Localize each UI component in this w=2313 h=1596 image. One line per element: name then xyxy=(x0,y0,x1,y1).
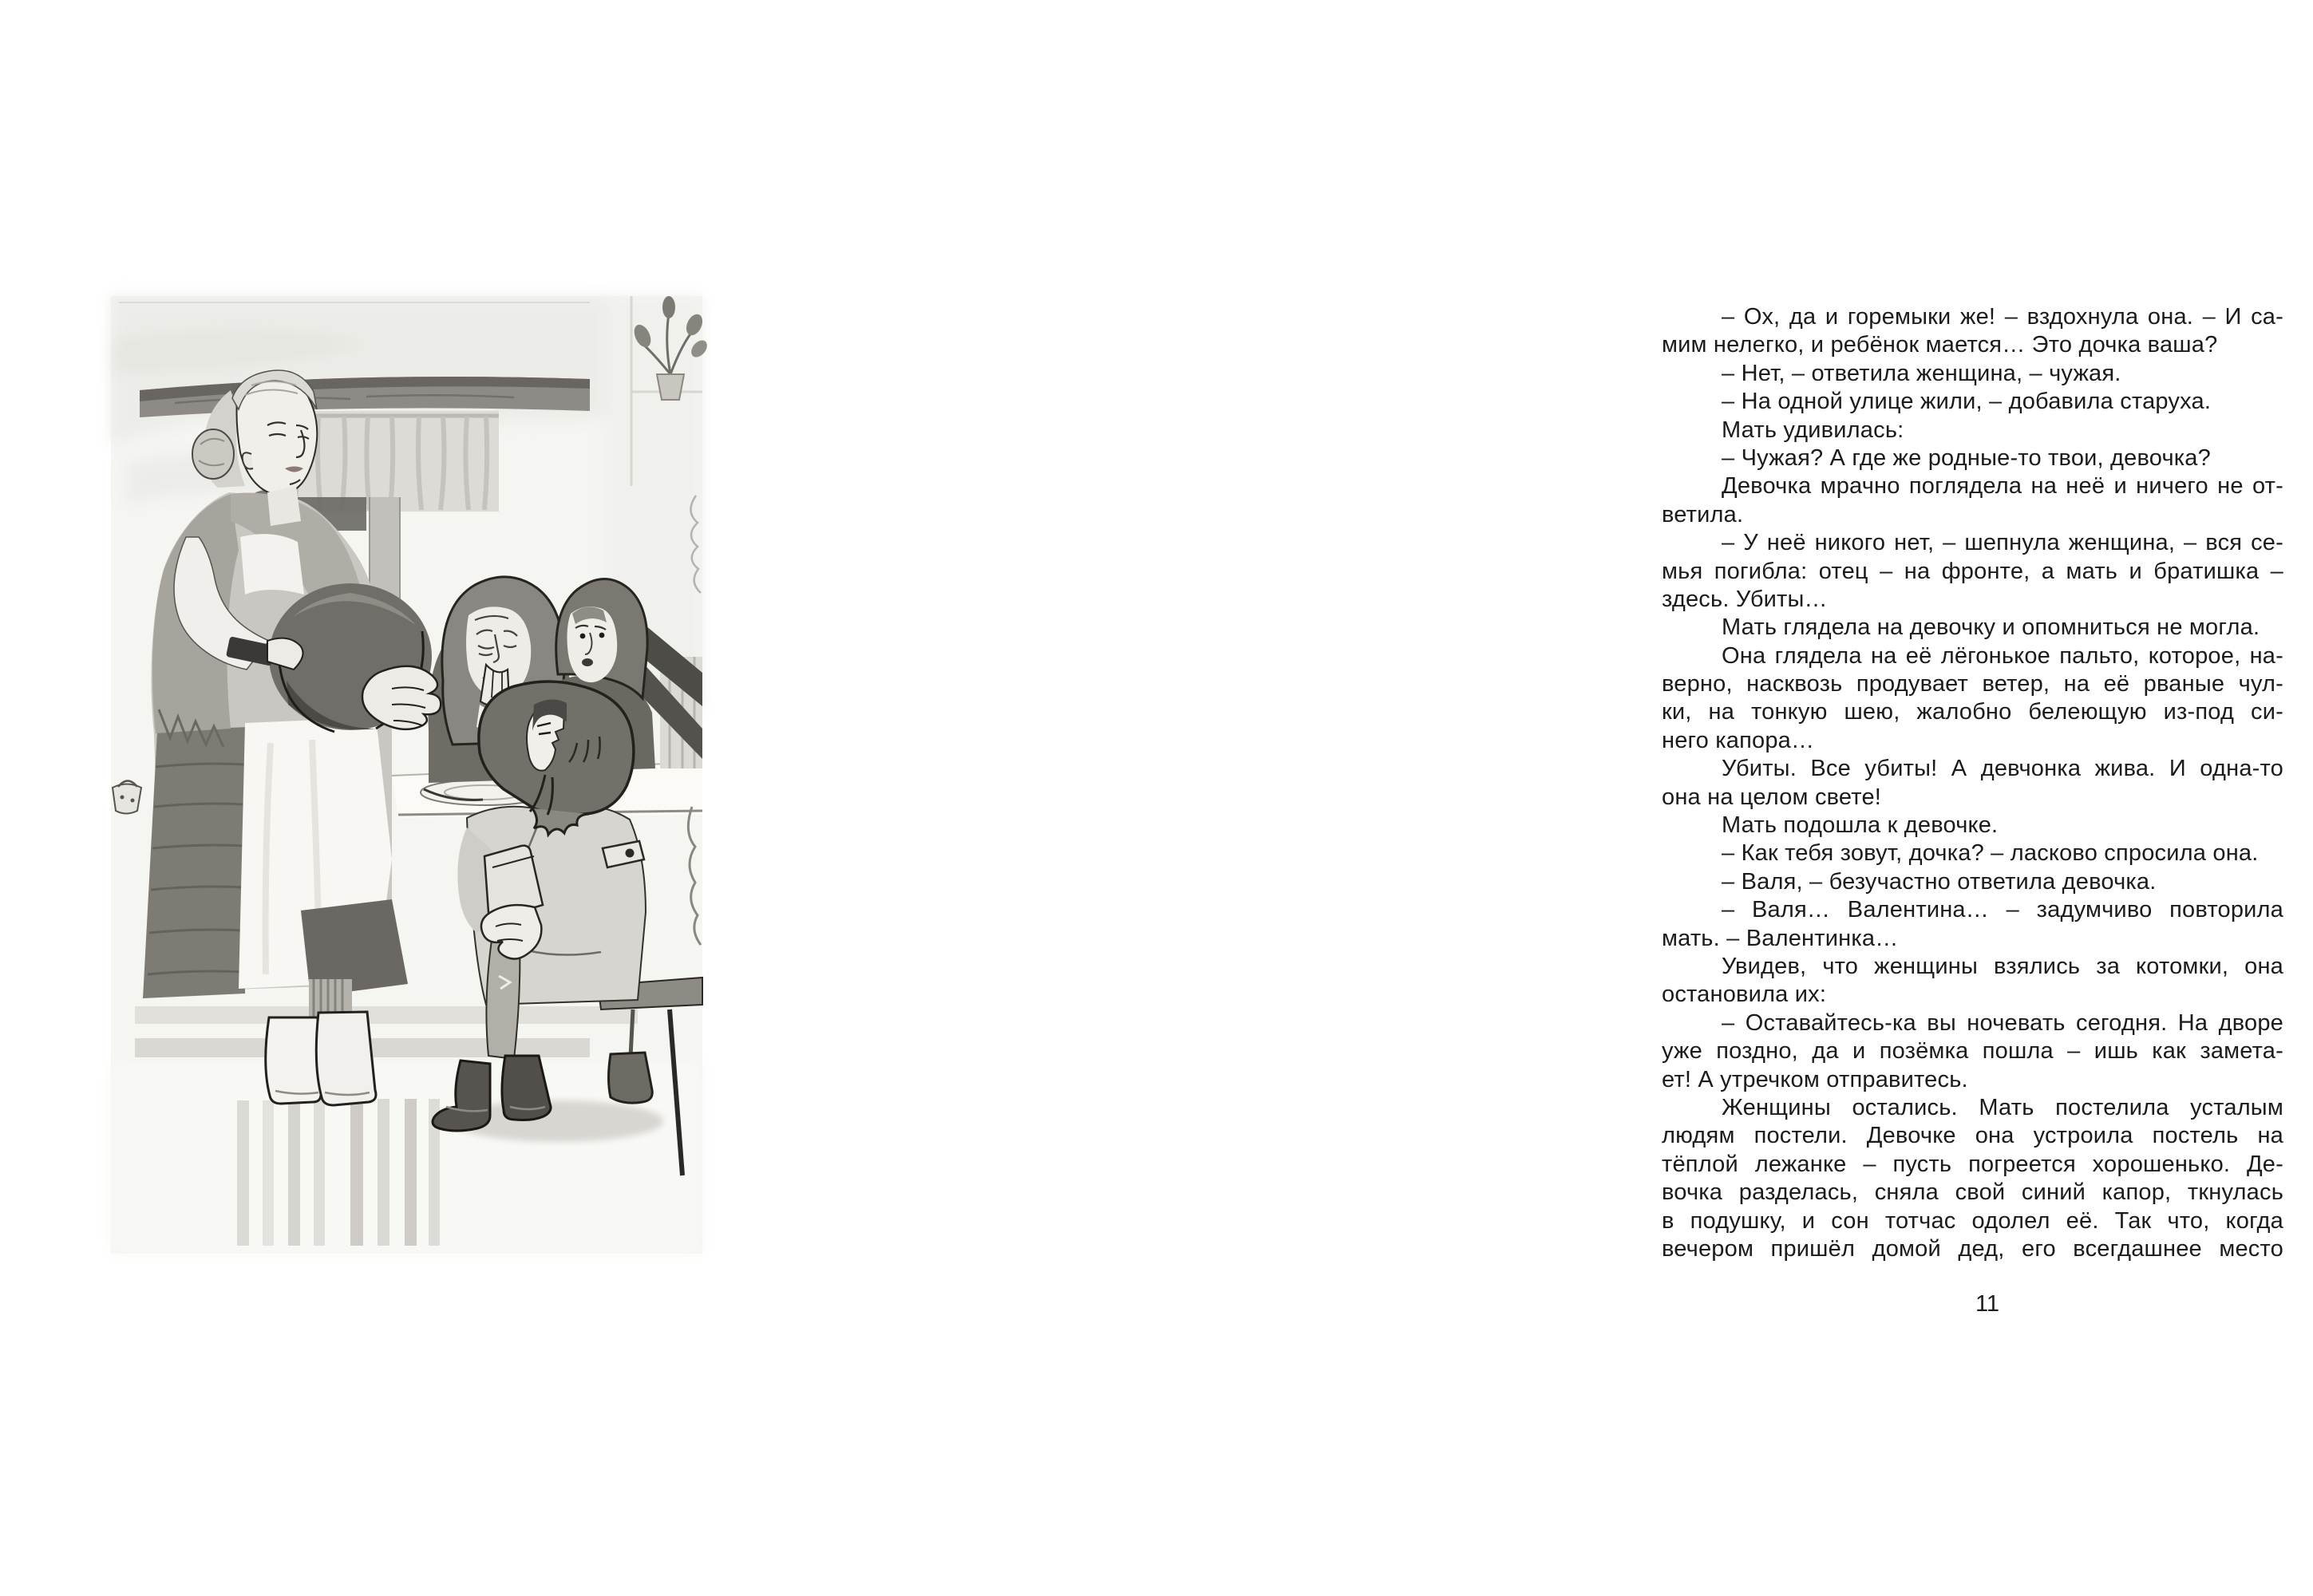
illustration xyxy=(111,296,702,1254)
text-line: – Оставайтесь-ка вы ночевать сегодня. На дворе xyxy=(1722,1009,2283,1036)
text-line: Мать подошла к девочке. xyxy=(1722,812,1999,839)
mother-blouse xyxy=(240,534,304,595)
flower-pot xyxy=(657,374,684,400)
text-line: – Ох, да и горемыки же! – вздохнула она. – И са- xyxy=(1722,304,2283,330)
basket xyxy=(113,781,141,814)
text-line: Мать глядела на девочку и опомниться не могла. xyxy=(1722,614,2260,641)
text-line: верно, насквозь продувает ветер, на её рваные чул- xyxy=(1662,671,2283,697)
text-line: ветила. xyxy=(1662,501,1744,527)
text-line: Женщины остались. Мать постелила усталым xyxy=(1722,1094,2283,1120)
text-line: ет! А утречком отправитесь. xyxy=(1662,1066,1968,1092)
text-line: тёплой лежанке – пусть погреется хорошенько. Де- xyxy=(1662,1151,2283,1177)
page-number: 11 xyxy=(1975,1291,2000,1317)
text-line: Убиты. Все убиты! А девчонка жива. И одна-то xyxy=(1722,756,2283,782)
hair-bun xyxy=(192,429,234,479)
text-line: – На одной улице жили, – добавила старуха. xyxy=(1722,389,2212,415)
text-line: – Чужая? А где же родные-то твои, девочка? xyxy=(1722,444,2211,471)
story-text xyxy=(1662,303,2283,1263)
mother-boot-right xyxy=(316,1012,376,1105)
text-line: здесь. Убиты… xyxy=(1662,586,1828,612)
text-line: Она глядела на её лёгонькое пальто, которое, на- xyxy=(1722,642,2283,669)
text-line: – Валя… Валентина… – задумчиво повторила xyxy=(1722,897,2283,923)
illustration-drawing xyxy=(111,296,702,1254)
mother-neck xyxy=(267,486,301,526)
belt-buckle xyxy=(626,849,635,858)
text-line: уже поздно, да и позёмка пошла – ишь как замета- xyxy=(1662,1038,2283,1065)
text-line: него капора… xyxy=(1662,727,1815,753)
text-line: Мать удивилась: xyxy=(1722,417,1904,443)
text-line: вочка разделась, сняла свой синий капор, ткнулась xyxy=(1662,1179,2283,1206)
text-line: – Валя, – безучастно ответила девочка. xyxy=(1722,868,2157,895)
page-right xyxy=(798,0,2283,1596)
text-line: мать. – Валентинка… xyxy=(1662,925,1899,951)
text-line: остановила их: xyxy=(1662,982,1827,1008)
mother-boot-left xyxy=(266,1017,321,1104)
text-line: мим нелегко, и ребёнок мается… Это дочка ваша? xyxy=(1662,332,2218,358)
text-line: – У неё никого нет, – шепнула женщина, – вся се- xyxy=(1722,530,2283,556)
text-line: мья погибла: отец – на фронте, а мать и братишка – xyxy=(1662,558,2283,584)
page-left xyxy=(0,0,798,1596)
text-line: людям постели. Девочке она устроила постель на xyxy=(1662,1123,2283,1149)
text-line: Девочка мрачно поглядела на неё и ничего не от- xyxy=(1722,473,2283,500)
text-line: в подушку, и сон тотчас одолел её. Так что, когда xyxy=(1662,1207,2283,1234)
text-line: – Нет, – ответила женщина, – чужая. xyxy=(1722,360,2121,386)
text-line: вечером пришёл домой дед, его всегдашнее место xyxy=(1662,1235,2283,1262)
text-line: ки, на тонкую шею, жалобно белеющую из-под си- xyxy=(1662,699,2283,725)
text-line: – Как тебя зовут, дочка? – ласково спросила она. xyxy=(1722,840,2259,867)
text-line: она на целом свете! xyxy=(1662,784,1882,810)
text-line: Увидев, что женщины взялись за котомки, она xyxy=(1722,953,2283,979)
girl-boot-far xyxy=(609,1053,653,1103)
